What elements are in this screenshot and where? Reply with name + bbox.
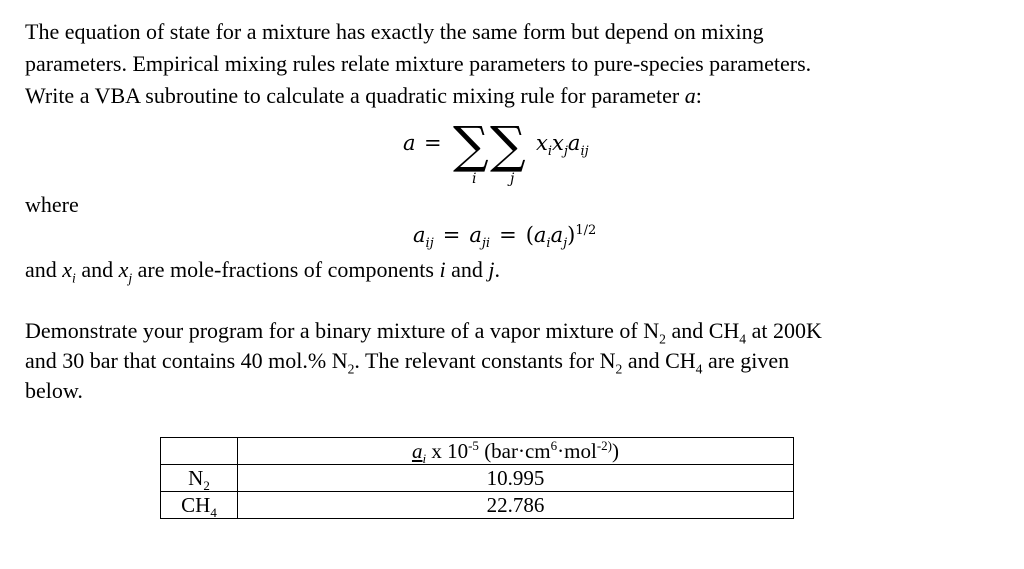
sum-symbol-j: ∑ [490,116,526,174]
demo-line-1: Demonstrate your program for a binary mixture of a vapor mixture of $N_2$ and $CH_4$ at 200K [25,318,822,347]
intro-line-2: parameters. Empirical mixing rules relate mixture parameters to pure-species parameters. [25,51,812,76]
table-header-empty [161,438,238,465]
species-cell: $CH_4$ [161,492,238,519]
eq1-equals: = [424,131,442,155]
constants-table [160,437,794,519]
species-cell: $N_2$ [161,465,238,492]
sum-index-j: j [510,171,515,187]
eq1-term: $x_ix_ja_{ij}$ [536,131,589,160]
intro-line-1: The equation of state for a mixture has exactly the same form but depend on mixing [25,19,764,44]
parameter-a: a [684,83,696,108]
table-row [161,465,794,492]
value-cell: 10.995 [238,465,794,492]
table-header-row [161,438,794,465]
eq1-lhs: a [403,131,416,155]
intro-line-3-colon: : [695,83,702,108]
intro-line-3 [25,82,702,110]
demo-line-3: below. [25,378,83,403]
sum-symbol-i: ∑ [453,116,489,174]
demo-line-2: and 30 bar that contains 40 mol.% $N_2$. The relevant constants for $N_2$ and $CH_4$ are given [25,348,790,377]
mole-fraction-definition: and $x_i$ and $x_j$ are mole-fractions of components i and j. [25,257,500,286]
sum-index-i: i [472,171,477,187]
table-row [161,492,794,519]
table-header-ai: $a_i$ x $10^{-5}$ $(bar\cdot cm^6\cdot mol^{-2)})$ [238,438,794,465]
where-label: where [25,192,79,217]
combining-rule-equation: $a_{ij} = a_{ji} = (a_ia_j)^{1/2}$ [413,223,597,252]
intro-line-3-text: Write a VBA subroutine to calculate a quadratic mixing rule for parameter [25,83,685,108]
value-cell: 22.786 [238,492,794,519]
